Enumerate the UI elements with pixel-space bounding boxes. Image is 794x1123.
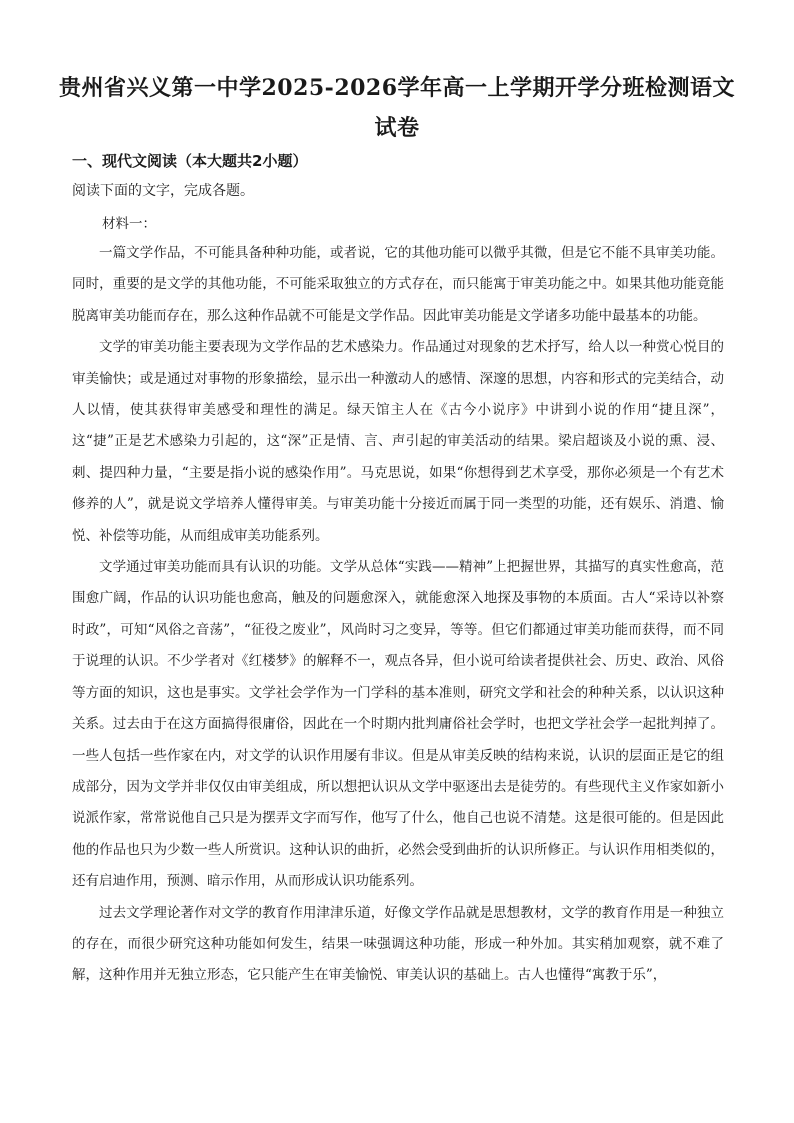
exam-title: 贵州省兴义第一中学2025-2026学年高一上学期开学分班检测语文试卷 <box>58 75 736 141</box>
material-body <box>72 238 724 992</box>
reading-instruction: 阅读下面的文字，完成各题。 <box>72 183 254 199</box>
section-heading: 一、现代文阅读（本大题共2小题） <box>72 152 308 170</box>
paragraph-1: 一篇文学作品，不可能具备种种功能，或者说，它的其他功能可以微乎其微，但是它不能不具审美功能。同时，重要的是文学的其他功能，不可能采取独立的方式存在，而只能寓于审美功能之中。如果其他功能竟能脱离审美功能而存在，那么这种作品就不可能是文学作品。因此审美功能是文学诸多功能中最基本的功能。 <box>72 245 724 324</box>
paragraph-4: 过去文学理论著作对文学的教育作用津津乐道，好像文学作品就是思想教材，文学的教育作用是一种独立的存在，而很少研究这种功能如何发生，结果一味强调这种功能，形成一种外加。其实稍加观察，就不难了解，这种作用并无独立形态，它只能产生在审美愉悦、审美认识的基础上。古人也懂得“寓教于乐”， <box>72 904 724 984</box>
paragraph-3: 文学通过审美功能而具有认识的功能。文学从总体“实践——精神”上把握世界，其描写的真实性愈高，范围愈广阔，作品的认识功能也愈高，触及的问题愈深入，就能愈深入地探及事物的本质面。古人“采诗以补察时政”，可知“风俗之音荡”，“征役之废业”，风尚时习之变异，等等。但它们都通过审美功能而获得，而不同于说理的认识。不少学者对《红楼梦》的解释不一，观点各异，但小说可给读者提供社会、历史、政治、风俗等方面的知识，这也是事实。文学社会学作为一门学科的基本准则，研究文学和社会的种种关系，以认识这种关系。过去由于在这方面搞得很庸俗，因此在一个时期内批判庸俗社会学时，也把文学社会学一起批判掉了。一些人包括一些作家在内，对文学的认识作用屡有非议。但是从审美反映的结构来说，认识的层面正是它的组成部分，因为文学并非仅仅由审美组成，所以想把认识从文学中驱逐出去是徒劳的。有些现代主义作家如新小说派作家，常常说他自己只是为摆弄文字而写作，他写了什么，他自己也说不清楚。这是很可能的。但是因此他的作品也只为少数一些人所赏识。这种认识的曲折，必然会受到曲折的认识所修正。与认识作用相类似的，还有启迪作用，预测、暗示作用，从而形成认识功能系列。 <box>72 559 724 890</box>
paragraph-2: 文学的审美功能主要表现为文学作品的艺术感染力。作品通过对现象的艺术抒写，给人以一种赏心悦目的审美愉快；或是通过对事物的形象描绘，显示出一种激动人的感情、深邃的思想，内容和形式的完美结合，动人以情，使其获得审美感受和理性的满足。绿天馆主人在《古今小说序》中讲到小说的作用“捷且深”，这“捷”正是艺术感染力引起的，这“深”正是情、言、声引起的审美活动的结果。梁启超谈及小说的熏、浸、刺、提四种力量，“主要是指小说的感染作用”。马克思说，如果“你想得到艺术享受，那你必须是一个有艺术修养的人”，就是说文学培养人懂得审美。与审美功能十分接近而属于同一类型的功能，还有娱乐、消遣、愉悦、补偿等功能，从而组成审美功能系列。 <box>72 339 724 544</box>
material-label: 材料一： <box>102 216 156 232</box>
